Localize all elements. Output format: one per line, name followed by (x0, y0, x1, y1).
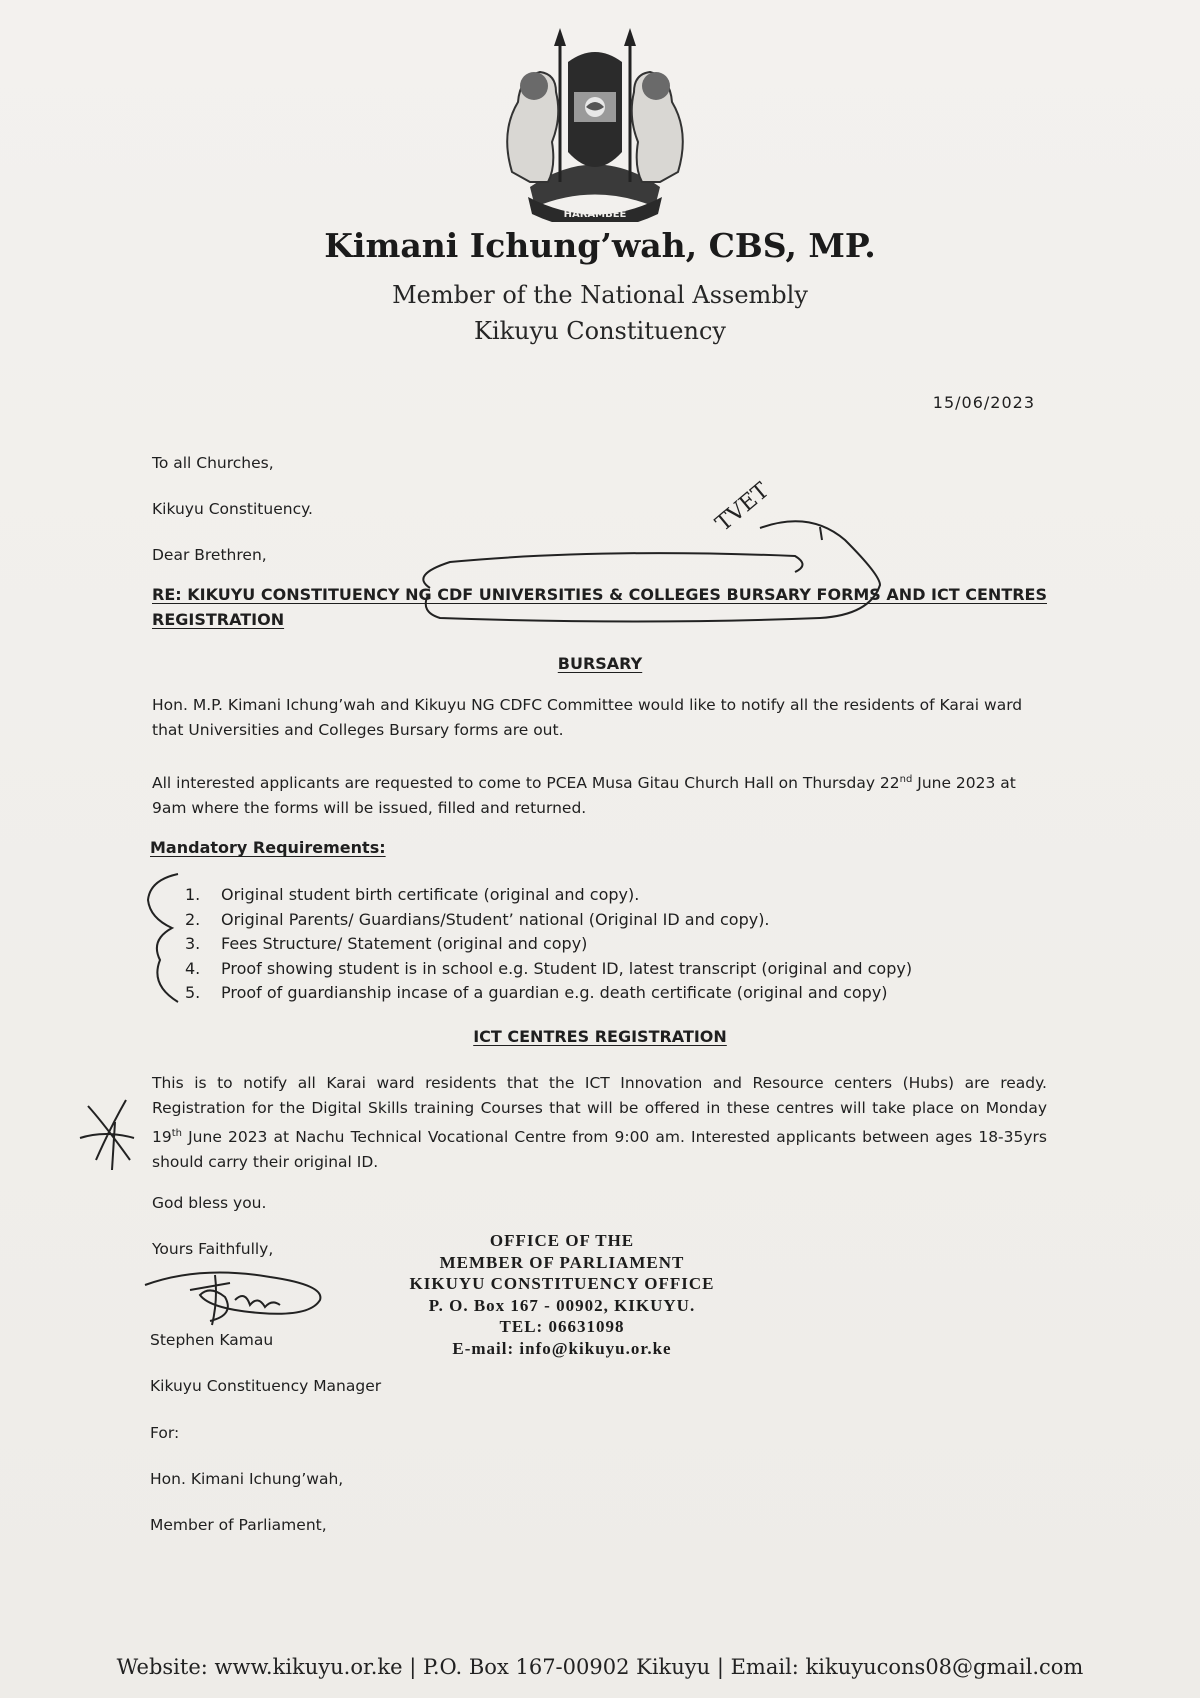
mp-title-line2: Kikuyu Constituency (474, 317, 726, 345)
stamp-line1: OFFICE OF THE (489, 1231, 635, 1250)
requirement-number: 5. (185, 983, 201, 1002)
mp-title-line1: Member of the National Assembly (392, 281, 808, 309)
letter-date: 15/06/2023 (932, 393, 1035, 412)
principal-name: Hon. Kimani Ichung’wah, (150, 1470, 344, 1488)
signer-title: Kikuyu Constituency Manager (150, 1377, 382, 1395)
requirement-text: Proof showing student is in school e.g. Student ID, latest transcript (original and copy) (221, 958, 913, 978)
address-line1: To all Churches, (152, 454, 274, 472)
closing-blessing: God bless you. (152, 1194, 267, 1212)
closing-valediction: Yours Faithfully, (152, 1240, 274, 1258)
bursary-paragraph2-sup: nd (899, 774, 913, 785)
requirement-text: Fees Structure/ Statement (original and copy) (221, 934, 588, 953)
subject-line2: REGISTRATION (152, 610, 285, 629)
footer-contact: Website: www.kikuyu.or.ke | P.O. Box 167-00902 Kikuyu | Email: kikuyucons08@gmail.com (116, 1655, 1084, 1679)
bursary-paragraph2-end: June 2023 at 9am where the forms will be issued, filled and returned. (152, 774, 1016, 818)
requirement-text: Proof of guardianship incase of a guardian e.g. death certificate (original and copy) (221, 983, 888, 1002)
ict-paragraph-sup: th (171, 1128, 182, 1139)
bursary-paragraph2-start: All interested applicants are requested to come to PCEA Musa Gitau Church Hall on Thursday 22 (152, 774, 900, 793)
for-label: For: (150, 1424, 180, 1442)
ict-heading: ICT CENTRES REGISTRATION (473, 1027, 727, 1046)
stamp-line2: MEMBER OF PARLIAMENT (439, 1252, 685, 1272)
ict-paragraph-start: This is to notify all Karai ward residents that the ICT Innovation and Resource centers (Hubs) are ready. Registration for the Digital Skills training Courses that will be offered in these centres will take place on Monday 19 (152, 1074, 1047, 1147)
stamp-line4: P. O. Box 167 - 00902, KIKUYU. (428, 1295, 696, 1315)
bursary-paragraph1: Hon. M.P. Kimani Ichung’wah and Kikuyu NG CDFC Committee would like to notify all the residents of Karai ward that Universities and Colleges Bursary forms are out. (152, 696, 1023, 739)
signer-name: Stephen Kamau (150, 1331, 274, 1349)
requirement-number: 2. (185, 909, 201, 929)
requirements-heading: Mandatory Requirements: (150, 838, 386, 857)
stamp-line5: TEL: 06631098 (499, 1317, 625, 1336)
requirement-number: 1. (185, 885, 201, 904)
subject-line1: RE: KIKUYU CONSTITUENCY NG CDF UNIVERSITIES & COLLEGES BURSARY FORMS AND ICT CENTRES (152, 585, 1047, 604)
requirement-number: 3. (185, 934, 201, 953)
handwritten-margin-note: TVET (711, 478, 775, 537)
stamp-line6: E-mail: info@kikuyu.or.ke (452, 1338, 672, 1358)
salutation: Dear Brethren, (152, 546, 267, 564)
ict-paragraph-end: June 2023 at Nachu Technical Vocational Centre from 9:00 am. Interested applicants between ages 18-35yrs should carry their original ID. (152, 1128, 1047, 1172)
emblem-motto: HARAMBEE (563, 209, 627, 220)
mp-name-heading: Kimani Ichung’wah, CBS, MP. (324, 226, 876, 265)
stamp-line3: KIKUYU CONSTITUENCY OFFICE (409, 1274, 715, 1293)
requirement-text: Original Parents/ Guardians/Student’ national (Original ID and copy). (221, 909, 770, 929)
principal-title: Member of Parliament, (150, 1516, 327, 1534)
address-line2: Kikuyu Constituency. (152, 500, 313, 518)
bursary-heading: BURSARY (557, 654, 643, 673)
requirement-text: Original student birth certificate (original and copy). (221, 885, 640, 904)
requirement-number: 4. (185, 958, 201, 978)
